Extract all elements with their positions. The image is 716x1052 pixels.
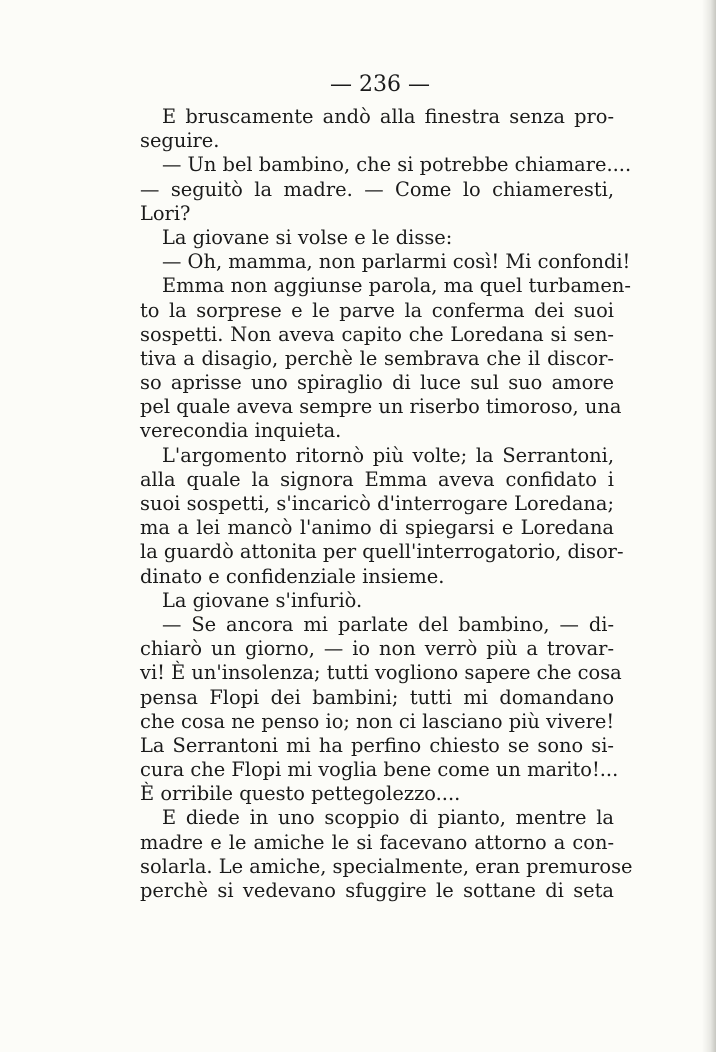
text-line: — seguitò la madre. — Come lo chiameresti, [140,177,614,201]
text-line: chiarò un giorno, — io non verrò più a trovar- [140,637,614,661]
text-line: sospetti. Non aveva capito che Loredana si sen- [140,322,614,346]
text-line: to la sorprese e le parve la conferma dei suoi [140,298,614,322]
text-line: solarla. Le amiche, specialmente, eran premurose [140,854,633,878]
text-line: alla quale la signora Emma aveva confidato i [140,467,614,491]
text-line: La giovane s'infuriò. [162,588,363,612]
text-line: La giovane si volse e le disse: [162,225,453,249]
text-line: E bruscamente andò alla finestra senza pro- [162,105,614,128]
text-line: L'argomento ritornò più volte; la Serrantoni, [162,443,614,467]
text-line: verecondia inquieta. [140,419,342,443]
text-line: madre e le amiche le si facevano attorno a con- [140,830,614,854]
text-line: — Se ancora mi parlate del bambino, — di- [162,612,614,636]
text-line: Emma non aggiunse parola, ma quel turbamen- [162,274,631,298]
text-line: perchè si vedevano sfuggire le sottane di seta [140,879,614,902]
text-line: dinato e confidenziale insieme. [140,564,445,588]
page-number: — 236 — [330,72,430,97]
text-line: È orribile questo pettegolezzo.... [140,782,461,806]
text-line: cura che Flopi mi voglia bene come un marito!... [140,758,619,782]
page-edge-shadow [702,0,716,1052]
text-line: vi! È un'insolenza; tutti vogliono sapere che cosa [140,661,622,685]
text-line: Lori? [140,201,191,225]
text-line: so aprisse uno spiraglio di luce sul suo amore [140,371,614,395]
text-line: La Serrantoni mi ha perfino chiesto se sono si- [140,733,614,757]
text-line: tiva a disagio, perchè le sembrava che il discor- [140,346,614,370]
text-line: suoi sospetti, s'incaricò d'interrogare Loredana; [140,492,614,515]
text-line: seguire. [140,129,220,153]
text-line: — Un bel bambino, che si potrebbe chiamare.... [162,153,632,177]
text-line: la guardò attonita per quell'interrogatorio, disor- [140,540,624,564]
text-line: ma a lei mancò l'animo di spiegarsi e Loredana [140,516,614,540]
text-line: che cosa ne penso io; non ci lasciano più vivere! [140,709,615,733]
text-line: E diede in uno scoppio di pianto, mentre la [162,806,614,830]
body-text [140,105,633,903]
text-line: pel quale aveva sempre un riserbo timoroso, una [140,395,622,419]
text-line: pensa Flopi dei bambini; tutti mi domandano [140,685,614,709]
text-line: — Oh, mamma, non parlarmi così! Mi confondi! [162,250,631,274]
